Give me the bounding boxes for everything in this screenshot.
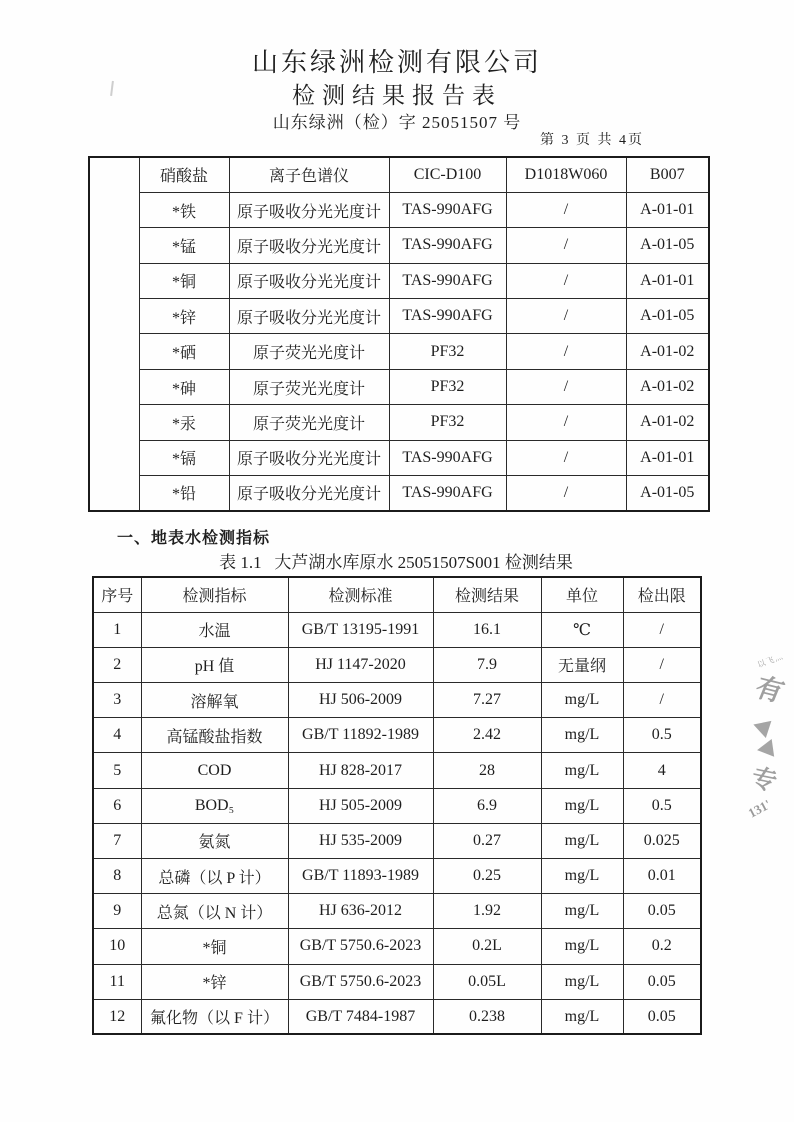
table-cell: *锌 [141, 964, 288, 999]
table-cell: mg/L [541, 999, 623, 1034]
table-cell: 原子吸收分光光度计 [229, 440, 389, 475]
table-cell: / [506, 369, 626, 404]
table-cell: 3 [93, 683, 141, 718]
table-cell: / [506, 334, 626, 369]
table-cell: 无量纲 [541, 647, 623, 682]
table-cell: pH 值 [141, 647, 288, 682]
table-cell: *铁 [139, 192, 229, 227]
table-cell: mg/L [541, 894, 623, 929]
report-title: 检测结果报告表 [292, 83, 502, 108]
merged-empty-cell [89, 157, 139, 511]
stamp-fragment-char: 有 [750, 672, 789, 708]
table-cell: 7.9 [433, 647, 541, 682]
table-cell: 0.25 [433, 859, 541, 894]
results-row [93, 964, 701, 999]
table-cell: 0.5 [623, 788, 701, 823]
table-cell: 6 [93, 788, 141, 823]
table-cell: A-01-05 [626, 476, 709, 511]
table-cell: HJ 535-2009 [288, 823, 433, 858]
table-cell: B007 [626, 157, 709, 192]
table-cell: 总磷（以 P 计） [141, 859, 288, 894]
table-cell: 2 [93, 647, 141, 682]
instrument-row [89, 228, 709, 263]
table-cell: 原子吸收分光光度计 [229, 299, 389, 334]
results-row [93, 647, 701, 682]
table-cell: 0.05L [433, 964, 541, 999]
table-cell: 原子吸收分光光度计 [229, 476, 389, 511]
instrument-row [89, 440, 709, 475]
table-cell: 0.025 [623, 823, 701, 858]
section-heading: 一、地表水检测指标 [117, 530, 271, 547]
table-cell: 6.9 [433, 788, 541, 823]
stamp-fragment-number: 131' [745, 796, 774, 821]
instrument-row [89, 299, 709, 334]
instrument-row [89, 334, 709, 369]
table-cell: / [506, 263, 626, 298]
table-cell: 8 [93, 859, 141, 894]
table-cell: / [506, 440, 626, 475]
table-cell: *铜 [141, 929, 288, 964]
table-cell: A-01-02 [626, 369, 709, 404]
table-cell: *砷 [139, 369, 229, 404]
results-row [93, 859, 701, 894]
table-cell: A-01-01 [626, 263, 709, 298]
table-cell: 9 [93, 894, 141, 929]
table-cell: 溶解氧 [141, 683, 288, 718]
table-cell: A-01-05 [626, 228, 709, 263]
table-cell: mg/L [541, 753, 623, 788]
table-cell: PF32 [389, 334, 506, 369]
instrument-row [89, 263, 709, 298]
results-row [93, 894, 701, 929]
table-cell: 0.5 [623, 718, 701, 753]
table-cell: GB/T 13195-1991 [288, 612, 433, 647]
table-cell: 0.01 [623, 859, 701, 894]
instrument-row [89, 405, 709, 440]
table-cell: TAS-990AFG [389, 299, 506, 334]
instrument-row [89, 369, 709, 404]
results-table [92, 576, 702, 1035]
table-cell: *汞 [139, 405, 229, 440]
table-cell: GB/T 11892-1989 [288, 718, 433, 753]
table-cell: 0.2 [623, 929, 701, 964]
table-cell: / [506, 228, 626, 263]
table-cell: 水温 [141, 612, 288, 647]
stamp-fragment-char: 专 [747, 764, 781, 796]
table-cell: *铜 [139, 263, 229, 298]
table-cell: HJ 828-2017 [288, 753, 433, 788]
results-header-row [93, 577, 701, 612]
table-cell: D1018W060 [506, 157, 626, 192]
company-name: 山东绿洲检测有限公司 [251, 48, 542, 77]
results-row [93, 788, 701, 823]
table-cell: CIC-D100 [389, 157, 506, 192]
instrument-row [89, 192, 709, 227]
table-cell: mg/L [541, 823, 623, 858]
table-cell: GB/T 5750.6-2023 [288, 964, 433, 999]
table-cell: 原子荧光光度计 [229, 334, 389, 369]
table-cell: 7 [93, 823, 141, 858]
table-cell: *镉 [139, 440, 229, 475]
table-cell: A-01-02 [626, 334, 709, 369]
table-cell: 总氮（以 N 计） [141, 894, 288, 929]
table-cell: *铅 [139, 476, 229, 511]
table-cell: TAS-990AFG [389, 263, 506, 298]
table-cell: 原子荧光光度计 [229, 405, 389, 440]
table-cell: *锌 [139, 299, 229, 334]
results-row [93, 683, 701, 718]
table-cell: A-01-05 [626, 299, 709, 334]
results-row [93, 718, 701, 753]
table-cell: / [506, 405, 626, 440]
table-cell: HJ 1147-2020 [288, 647, 433, 682]
table-cell: 12 [93, 999, 141, 1034]
table-cell: 原子吸收分光光度计 [229, 228, 389, 263]
table-cell: 0.27 [433, 823, 541, 858]
table-cell: 硝酸盐 [139, 157, 229, 192]
instrument-row [89, 157, 709, 192]
table-cell: HJ 506-2009 [288, 683, 433, 718]
instrument-row [89, 476, 709, 511]
table-cell: 11 [93, 964, 141, 999]
table-cell: / [623, 612, 701, 647]
header-cell: 序号 [93, 577, 141, 612]
table-cell: 0.05 [623, 999, 701, 1034]
table-cell: *锰 [139, 228, 229, 263]
table-cell: BOD₅ [141, 788, 288, 823]
page-indicator: 第 3 页 共 4页 [540, 133, 644, 148]
table-caption: 表 1.1 大芦湖水库原水 25051507S001 检测结果 [219, 553, 573, 572]
table-cell: 7.27 [433, 683, 541, 718]
results-row [93, 612, 701, 647]
table-cell: mg/L [541, 929, 623, 964]
table-cell: A-01-01 [626, 192, 709, 227]
table-cell: HJ 636-2012 [288, 894, 433, 929]
table-cell: 0.2L [433, 929, 541, 964]
header-cell: 检测指标 [141, 577, 288, 612]
instrument-table [88, 156, 710, 512]
stamp-fragment-tiny: 以飞灬 [756, 651, 785, 670]
table-cell: 1.92 [433, 894, 541, 929]
table-cell: 28 [433, 753, 541, 788]
table-cell: 1 [93, 612, 141, 647]
table-cell: mg/L [541, 788, 623, 823]
table-cell: TAS-990AFG [389, 476, 506, 511]
table-cell: *硒 [139, 334, 229, 369]
table-cell: COD [141, 753, 288, 788]
table-cell: / [623, 683, 701, 718]
table-cell: 原子荧光光度计 [229, 369, 389, 404]
results-row [93, 999, 701, 1034]
results-row [93, 823, 701, 858]
table-cell: 氟化物（以 F 计） [141, 999, 288, 1034]
results-row [93, 929, 701, 964]
table-cell: / [506, 192, 626, 227]
table-cell: / [623, 647, 701, 682]
table-cell: ℃ [541, 612, 623, 647]
table-cell: 5 [93, 753, 141, 788]
header-cell: 检测标准 [288, 577, 433, 612]
table-cell: PF32 [389, 405, 506, 440]
table-cell: 0.238 [433, 999, 541, 1034]
table-cell: 10 [93, 929, 141, 964]
table-cell: A-01-02 [626, 405, 709, 440]
table-cell: mg/L [541, 718, 623, 753]
table-cell: 2.42 [433, 718, 541, 753]
table-cell: PF32 [389, 369, 506, 404]
stamp-stroke-icon [756, 739, 774, 759]
table-cell: / [506, 299, 626, 334]
table-cell: 16.1 [433, 612, 541, 647]
table-cell: TAS-990AFG [389, 228, 506, 263]
stamp-stroke-icon [751, 716, 772, 738]
header-cell: 检测结果 [433, 577, 541, 612]
table-cell: 4 [93, 718, 141, 753]
table-cell: A-01-01 [626, 440, 709, 475]
table-cell: GB/T 7484-1987 [288, 999, 433, 1034]
table-cell: / [506, 476, 626, 511]
table-cell: HJ 505-2009 [288, 788, 433, 823]
table-cell: 0.05 [623, 894, 701, 929]
table-cell: TAS-990AFG [389, 192, 506, 227]
table-cell: 离子色谱仪 [229, 157, 389, 192]
table-cell: mg/L [541, 964, 623, 999]
header-cell: 单位 [541, 577, 623, 612]
table-cell: 4 [623, 753, 701, 788]
table-cell: mg/L [541, 859, 623, 894]
table-cell: mg/L [541, 683, 623, 718]
doc-number: 山东绿洲（检）字 25051507 号 [272, 113, 522, 132]
table-cell: 高锰酸盐指数 [141, 718, 288, 753]
table-cell: 0.05 [623, 964, 701, 999]
table-cell: 氨氮 [141, 823, 288, 858]
table-cell: 原子吸收分光光度计 [229, 192, 389, 227]
header-cell: 检出限 [623, 577, 701, 612]
table-cell: GB/T 11893-1989 [288, 859, 433, 894]
table-cell: GB/T 5750.6-2023 [288, 929, 433, 964]
table-cell: TAS-990AFG [389, 440, 506, 475]
table-cell: 原子吸收分光光度计 [229, 263, 389, 298]
results-row [93, 753, 701, 788]
